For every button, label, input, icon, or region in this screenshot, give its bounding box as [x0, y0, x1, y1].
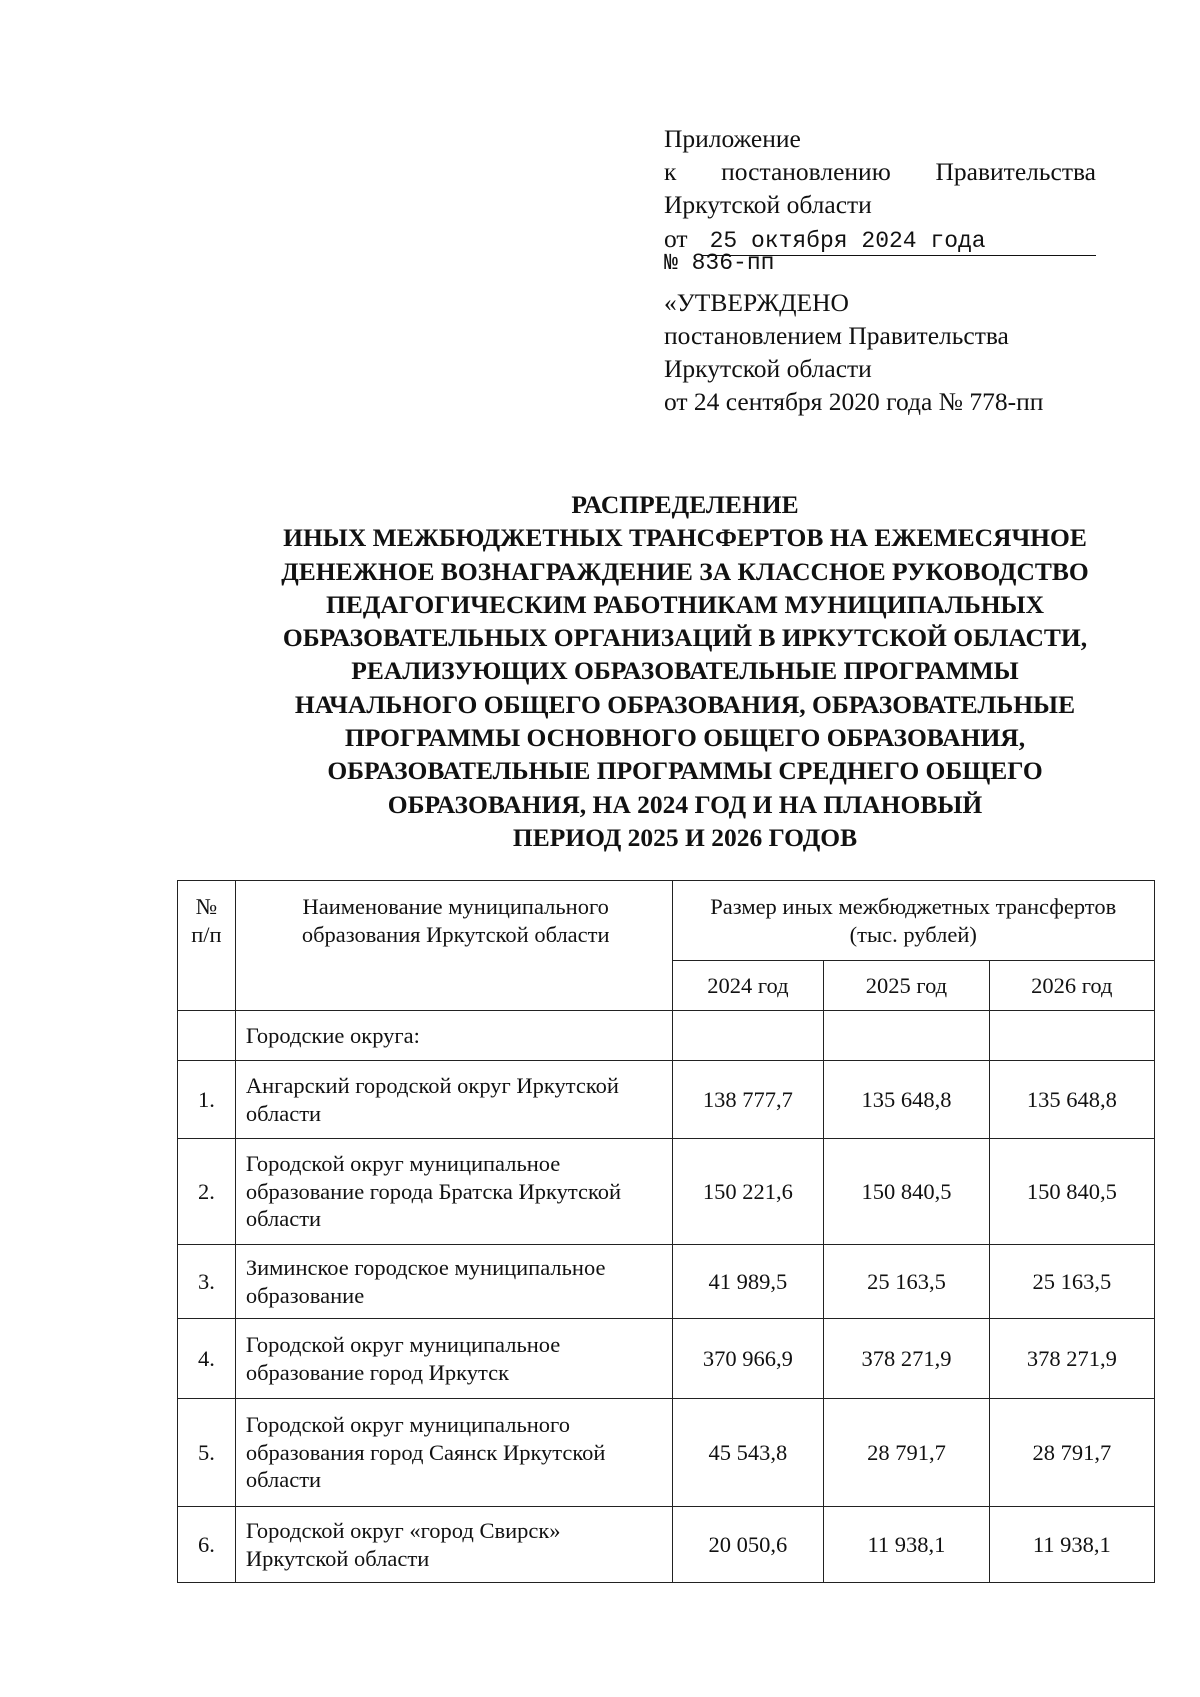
table-row	[178, 1245, 1155, 1319]
title-line: ДЕНЕЖНОЕ ВОЗНАГРАЖДЕНИЕ ЗА КЛАССНОЕ РУКОВОДСТВО	[281, 556, 1089, 586]
section-empty-cell	[672, 1011, 824, 1061]
row-name	[235, 1319, 672, 1399]
row-value-2026: 135 648,8	[989, 1061, 1154, 1139]
table-row	[178, 1399, 1155, 1507]
header-number-line: №	[195, 894, 218, 919]
row-number: 1.	[178, 1061, 236, 1139]
resolution-number: № 836-пп	[664, 250, 775, 276]
row-value-2024: 138 777,7	[672, 1061, 824, 1139]
row-name-line: образование города Братска Иркутской	[245, 1178, 622, 1204]
section-row	[178, 1011, 1155, 1061]
title-line: ОБРАЗОВАНИЯ, НА 2024 ГОД И НА ПЛАНОВЫЙ	[387, 789, 983, 819]
row-name-line: Городской округ муниципальное	[245, 1332, 561, 1357]
row-value-2026: 28 791,7	[989, 1399, 1154, 1507]
approved-line-4: от 24 сентября 2020 года № 778-пп	[664, 387, 1044, 416]
table-row	[178, 1319, 1155, 1399]
row-name	[235, 1061, 672, 1139]
title-line: РАСПРЕДЕЛЕНИЕ	[571, 490, 799, 519]
header-year-2025: 2025 год	[824, 961, 989, 1011]
row-name-line: образование город Иркутск	[245, 1359, 510, 1385]
row-name-line: области	[245, 1100, 322, 1126]
row-value-2025: 150 840,5	[824, 1139, 989, 1245]
row-name-line: образования город Саянск Иркутской	[245, 1439, 606, 1465]
header-number-line: п/п	[191, 921, 222, 947]
header-name	[235, 881, 672, 1011]
document-title	[150, 488, 1200, 854]
row-value-2025: 25 163,5	[824, 1245, 989, 1319]
row-value-2024: 41 989,5	[672, 1245, 824, 1319]
table-row	[178, 1507, 1155, 1583]
row-name-line: Зиминское городское муниципальное	[245, 1255, 606, 1280]
row-value-2024: 45 543,8	[672, 1399, 824, 1507]
header-name-line: образования Иркутской области	[301, 921, 610, 947]
appendix-word: Правительства	[935, 157, 1096, 186]
date-value: 25 октября 2024 года	[702, 227, 1096, 256]
approved-line-3: Иркутской области	[664, 354, 872, 383]
title-line: ПЕРИОД 2025 И 2026 ГОДОВ	[512, 822, 858, 852]
row-number: 4.	[178, 1319, 236, 1399]
header-number	[178, 881, 236, 1011]
section-number-cell	[178, 1011, 236, 1061]
approved-line-2: постановлением Правительства	[664, 321, 1009, 350]
row-name-line: области	[245, 1206, 322, 1232]
appendix-word: постановлению	[721, 157, 891, 186]
header-year-2026: 2026 год	[989, 961, 1154, 1011]
header-year-2024: 2024 год	[672, 961, 824, 1011]
row-name	[235, 1139, 672, 1245]
row-value-2026: 378 271,9	[989, 1319, 1154, 1399]
row-name	[235, 1507, 672, 1583]
appendix-line-2	[664, 155, 1096, 188]
appendix-block	[664, 122, 1096, 274]
title-line: ПРОГРАММЫ ОСНОВНОГО ОБЩЕГО ОБРАЗОВАНИЯ,	[344, 723, 1026, 753]
row-name-line: Городской округ «город Свирск»	[245, 1518, 561, 1543]
row-number: 6.	[178, 1507, 236, 1583]
row-name-line: Ангарский городской округ Иркутской	[245, 1073, 619, 1098]
table-row	[178, 1061, 1155, 1139]
row-name-line: образование	[245, 1282, 365, 1308]
row-value-2024: 150 221,6	[672, 1139, 824, 1245]
title-line: РЕАЛИЗУЮЩИХ ОБРАЗОВАТЕЛЬНЫЕ ПРОГРАММЫ	[351, 656, 1019, 686]
header-size-line: Размер иных межбюджетных трансфертов	[710, 894, 1117, 919]
appendix-line-3: Иркутской области	[664, 190, 872, 219]
section-label: Городские округа:	[235, 1011, 672, 1061]
row-value-2025: 11 938,1	[824, 1507, 989, 1583]
section-empty-cell	[824, 1011, 989, 1061]
date-prefix: от	[664, 224, 688, 253]
row-name-line: Иркутской области	[245, 1545, 430, 1571]
row-number: 5.	[178, 1399, 236, 1507]
title-line: ИНЫХ МЕЖБЮДЖЕТНЫХ ТРАНСФЕРТОВ НА ЕЖЕМЕСЯЧНОЕ	[283, 523, 1087, 553]
approved-line-1: «УТВЕРЖДЕНО	[664, 288, 849, 317]
approved-block	[664, 286, 1124, 418]
appendix-line-1: Приложение	[664, 124, 801, 153]
row-name-line: Городской округ муниципального	[245, 1412, 570, 1438]
row-value-2025: 135 648,8	[824, 1061, 989, 1139]
row-value-2024: 370 966,9	[672, 1319, 824, 1399]
title-line: ОБРАЗОВАТЕЛЬНЫХ ОРГАНИЗАЦИЙ В ИРКУТСКОЙ ОБЛАСТИ,	[282, 623, 1088, 653]
header-name-line: Наименование муниципального	[302, 894, 609, 919]
row-name-line: Городской округ муниципальное	[245, 1151, 561, 1177]
title-line: ПЕДАГОГИЧЕСКИМ РАБОТНИКАМ МУНИЦИПАЛЬНЫХ	[326, 589, 1044, 619]
header-size-line: (тыс. рублей)	[849, 921, 977, 947]
row-number: 3.	[178, 1245, 236, 1319]
row-name	[235, 1399, 672, 1507]
row-value-2024: 20 050,6	[672, 1507, 824, 1583]
appendix-word: к	[664, 157, 677, 186]
header-row	[178, 881, 1155, 961]
title-line: ОБРАЗОВАТЕЛЬНЫЕ ПРОГРАММЫ СРЕДНЕГО ОБЩЕГО	[327, 756, 1043, 786]
row-value-2025: 28 791,7	[824, 1399, 989, 1507]
header-transfer-size	[672, 881, 1154, 961]
row-number: 2.	[178, 1139, 236, 1245]
row-name-line: области	[245, 1467, 322, 1493]
row-value-2026: 25 163,5	[989, 1245, 1154, 1319]
row-name	[235, 1245, 672, 1319]
table-row	[178, 1139, 1155, 1245]
distribution-table	[177, 880, 1155, 1583]
row-value-2025: 378 271,9	[824, 1319, 989, 1399]
section-empty-cell	[989, 1011, 1154, 1061]
row-value-2026: 150 840,5	[989, 1139, 1154, 1245]
row-value-2026: 11 938,1	[989, 1507, 1154, 1583]
title-line: НАЧАЛЬНОГО ОБЩЕГО ОБРАЗОВАНИЯ, ОБРАЗОВАТЕЛЬНЫЕ	[294, 689, 1076, 719]
